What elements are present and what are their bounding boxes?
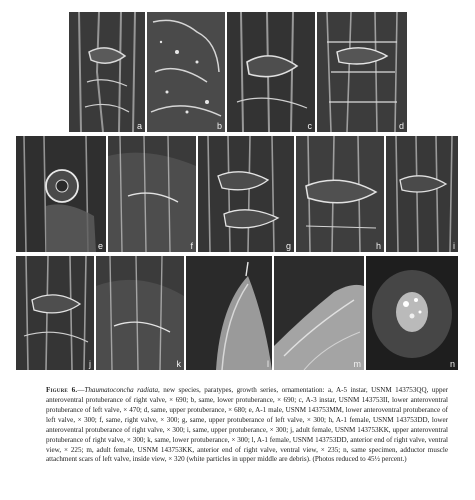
micrograph-panel-n: [366, 256, 458, 370]
micrograph-panel-b: [147, 12, 225, 132]
micrograph-image: [296, 136, 384, 252]
panel-letter: h: [375, 241, 381, 251]
panel-letter: j: [89, 359, 91, 369]
panel-letter: i: [453, 241, 455, 251]
panel-letter: b: [216, 121, 222, 131]
micrograph-image: [186, 256, 272, 370]
micrograph-image: [16, 136, 106, 252]
panel-letter: c: [307, 121, 312, 131]
micrograph-panel-e: [16, 136, 106, 252]
micrograph-panel-m: [274, 256, 364, 370]
micrograph-panel-d: [317, 12, 407, 132]
micrograph-image: [108, 136, 196, 252]
caption-text: , new species, paratypes, growth series, ornamentation: a, A-5 instar, USNM 143753QQ, upper anteroventral protuberance of right valve, × 690; b, same, lower protuberance, × 690; c, A-3 instar, USNM 143753II, lower anteroventral protuberance of left valve, × 470; d, same, upper protuberance, × 680; e, A-1 male, USNM 143753MM, lower anteroventral protuberance of left valve, × 300; f, same, right valve, × 300; g, same, upper protuberance of left valve, × 300; h, A-1 female, USNM 143753DD, lower anteroventral protuberance of right valve, × 300; i, same, upper protuberance, × 300; j, adult female, USNM 143753KK, upper anteroventral protuberance of right valve, × 300; k, same, lower protuberance, × 300; l, A-1 female, USNM 143753DD, anterior end of right valve, ventral view, × 225; m, adult female, USNM 143753KK, anterior end of right valve, ventral view, × 235; n, same specimen, adductor muscle attachment scars of left valve, inside view, × 320 (white particles in upper middle are debris). (Photos reduced to 45½ percent.): [46, 386, 449, 464]
micrograph-panel-h: [296, 136, 384, 252]
micrograph-panel-j: [16, 256, 94, 370]
panel-letter: k: [176, 359, 181, 369]
micrograph-panel-g: [198, 136, 294, 252]
species-name: Thaumatoconcha radiata: [84, 386, 159, 395]
panel-letter: n: [449, 359, 455, 369]
figure-label: Figure 6.: [46, 386, 78, 395]
micrograph-image: [386, 136, 458, 252]
micrograph-image: [366, 256, 458, 370]
micrograph-panel-i: [386, 136, 458, 252]
micrograph-image: [227, 12, 315, 132]
micrograph-panel-f: [108, 136, 196, 252]
micrograph-image: [317, 12, 407, 132]
micrograph-image: [96, 256, 184, 370]
micrograph-panel-l: [186, 256, 272, 370]
figure-caption: [46, 386, 448, 465]
micrograph-panel-k: [96, 256, 184, 370]
caption-dash: —: [77, 386, 85, 395]
micrograph-image: [69, 12, 145, 132]
panel-letter: d: [398, 121, 404, 131]
panel-letter: l: [267, 359, 269, 369]
panel-letter: f: [190, 241, 193, 251]
panel-letter: e: [97, 241, 103, 251]
panel-letter: m: [353, 359, 361, 369]
micrograph-image: [16, 256, 94, 370]
panel-letter: a: [136, 121, 142, 131]
micrograph-image: [274, 256, 364, 370]
micrograph-panel-a: [69, 12, 145, 132]
micrograph-panel-c: [227, 12, 315, 132]
micrograph-image: [147, 12, 225, 132]
micrograph-image: [198, 136, 294, 252]
panel-letter: g: [285, 241, 291, 251]
